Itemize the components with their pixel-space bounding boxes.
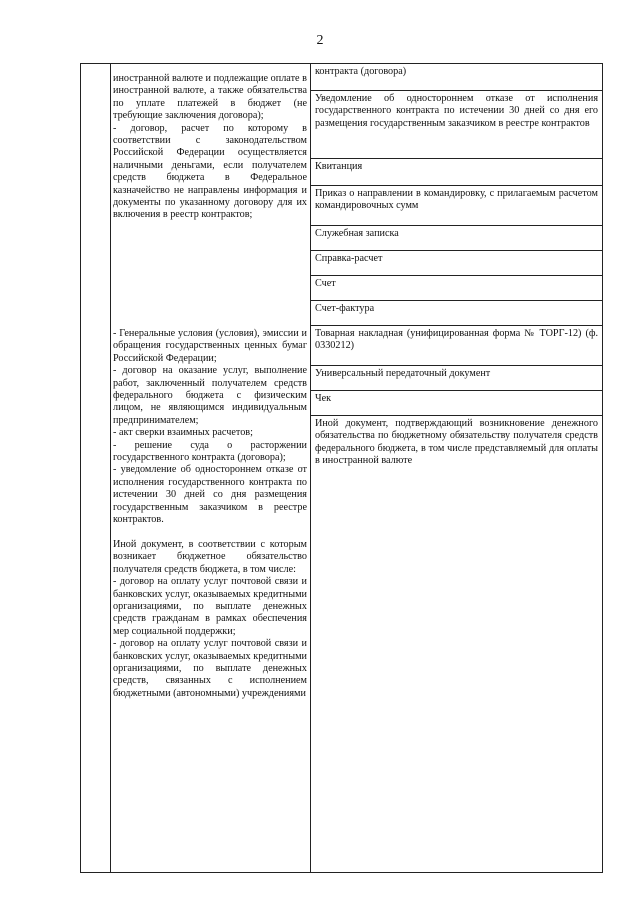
document-row: Чек: [311, 391, 602, 416]
document-row: контракта (договора): [311, 64, 602, 91]
document-row: Служебная записка: [311, 226, 602, 251]
left-paragraph: - решение суда о расторжении государственного контракта (договора);: [113, 439, 307, 464]
left-paragraph: - договор, расчет по которому в соответствии с законодательством Российской Федерации осуществляется наличными деньгами, если получателем средств бюджета в Федеральное казначейство не направлены информация и документы по указанному договору для их включения в реестр контрактов;: [113, 122, 307, 221]
document-row: Универсальный передаточный документ: [311, 366, 602, 391]
left-paragraph: - уведомление об одностороннем отказе от исполнения государственного контракта по истечении 30 дней со дня размещения государственным заказчиком в реестре контрактов.: [113, 464, 307, 526]
document-row: Иной документ, подтверждающий возникновение денежного обязательства по бюджетному обязательству получателя средств федерального бюджета, в том числе представляемый для оплаты в иностранной валюте: [315, 418, 598, 467]
left-paragraph: - договор на оплату услуг почтовой связи и банковских услуг, оказываемых кредитными организациями, по выплате денежных средств, связанных с исполнением бюджетными (автономными) учреждениями: [113, 638, 307, 699]
document-row: Квитанция: [311, 159, 602, 186]
left-paragraph: - договор на оплату услуг почтовой связи и банковских услуг, оказываемых кредитными организациями, по выплате денежных средств гражданам в рамках обеспечения мер социальной поддержки;: [113, 576, 307, 637]
document-row: Счет: [311, 276, 602, 301]
left-text-block-1: [113, 73, 307, 222]
paragraph-spacer: [113, 527, 307, 539]
table-column-divider: [110, 64, 111, 872]
left-paragraph: иностранной валюте и подлежащие оплате в иностранной валюте, а также обязательства по уплате платежей в бюджет (не требующие заключения договора);: [113, 73, 307, 122]
document-row: Товарная накладная (унифицированная форма № ТОРГ-12) (ф. 0330212): [311, 326, 602, 366]
left-paragraph: - Генеральные условия (условия), эмиссии и обращения государственных ценных бумаг Российской Федерации;: [113, 328, 307, 364]
left-text-block-2: [113, 328, 307, 700]
document-row: Справка-расчет: [311, 251, 602, 276]
document-row: Приказ о направлении в командировку, с прилагаемым расчетом командировочных сумм: [311, 186, 602, 226]
left-paragraph: Иной документ, в соответствии с которым возникает бюджетное обязательство получателя средств бюджета, в том числе:: [113, 538, 307, 575]
document-row: Счет-фактура: [311, 301, 602, 326]
document-table: [80, 63, 603, 873]
page-number: 2: [316, 33, 324, 48]
document-row: Уведомление об одностороннем отказе от исполнения государственного контракта по истечении 30 дней со дня его размещения государственным заказчиком в реестре контрактов: [311, 91, 602, 159]
left-paragraph: - акт сверки взаимных расчетов;: [113, 427, 253, 439]
left-paragraph: - договор на оказание услуг, выполнение работ, заключенный получателем средств федерального бюджета с физическим лицом, не являющимся индивидуальным предпринимателем;: [113, 365, 307, 426]
